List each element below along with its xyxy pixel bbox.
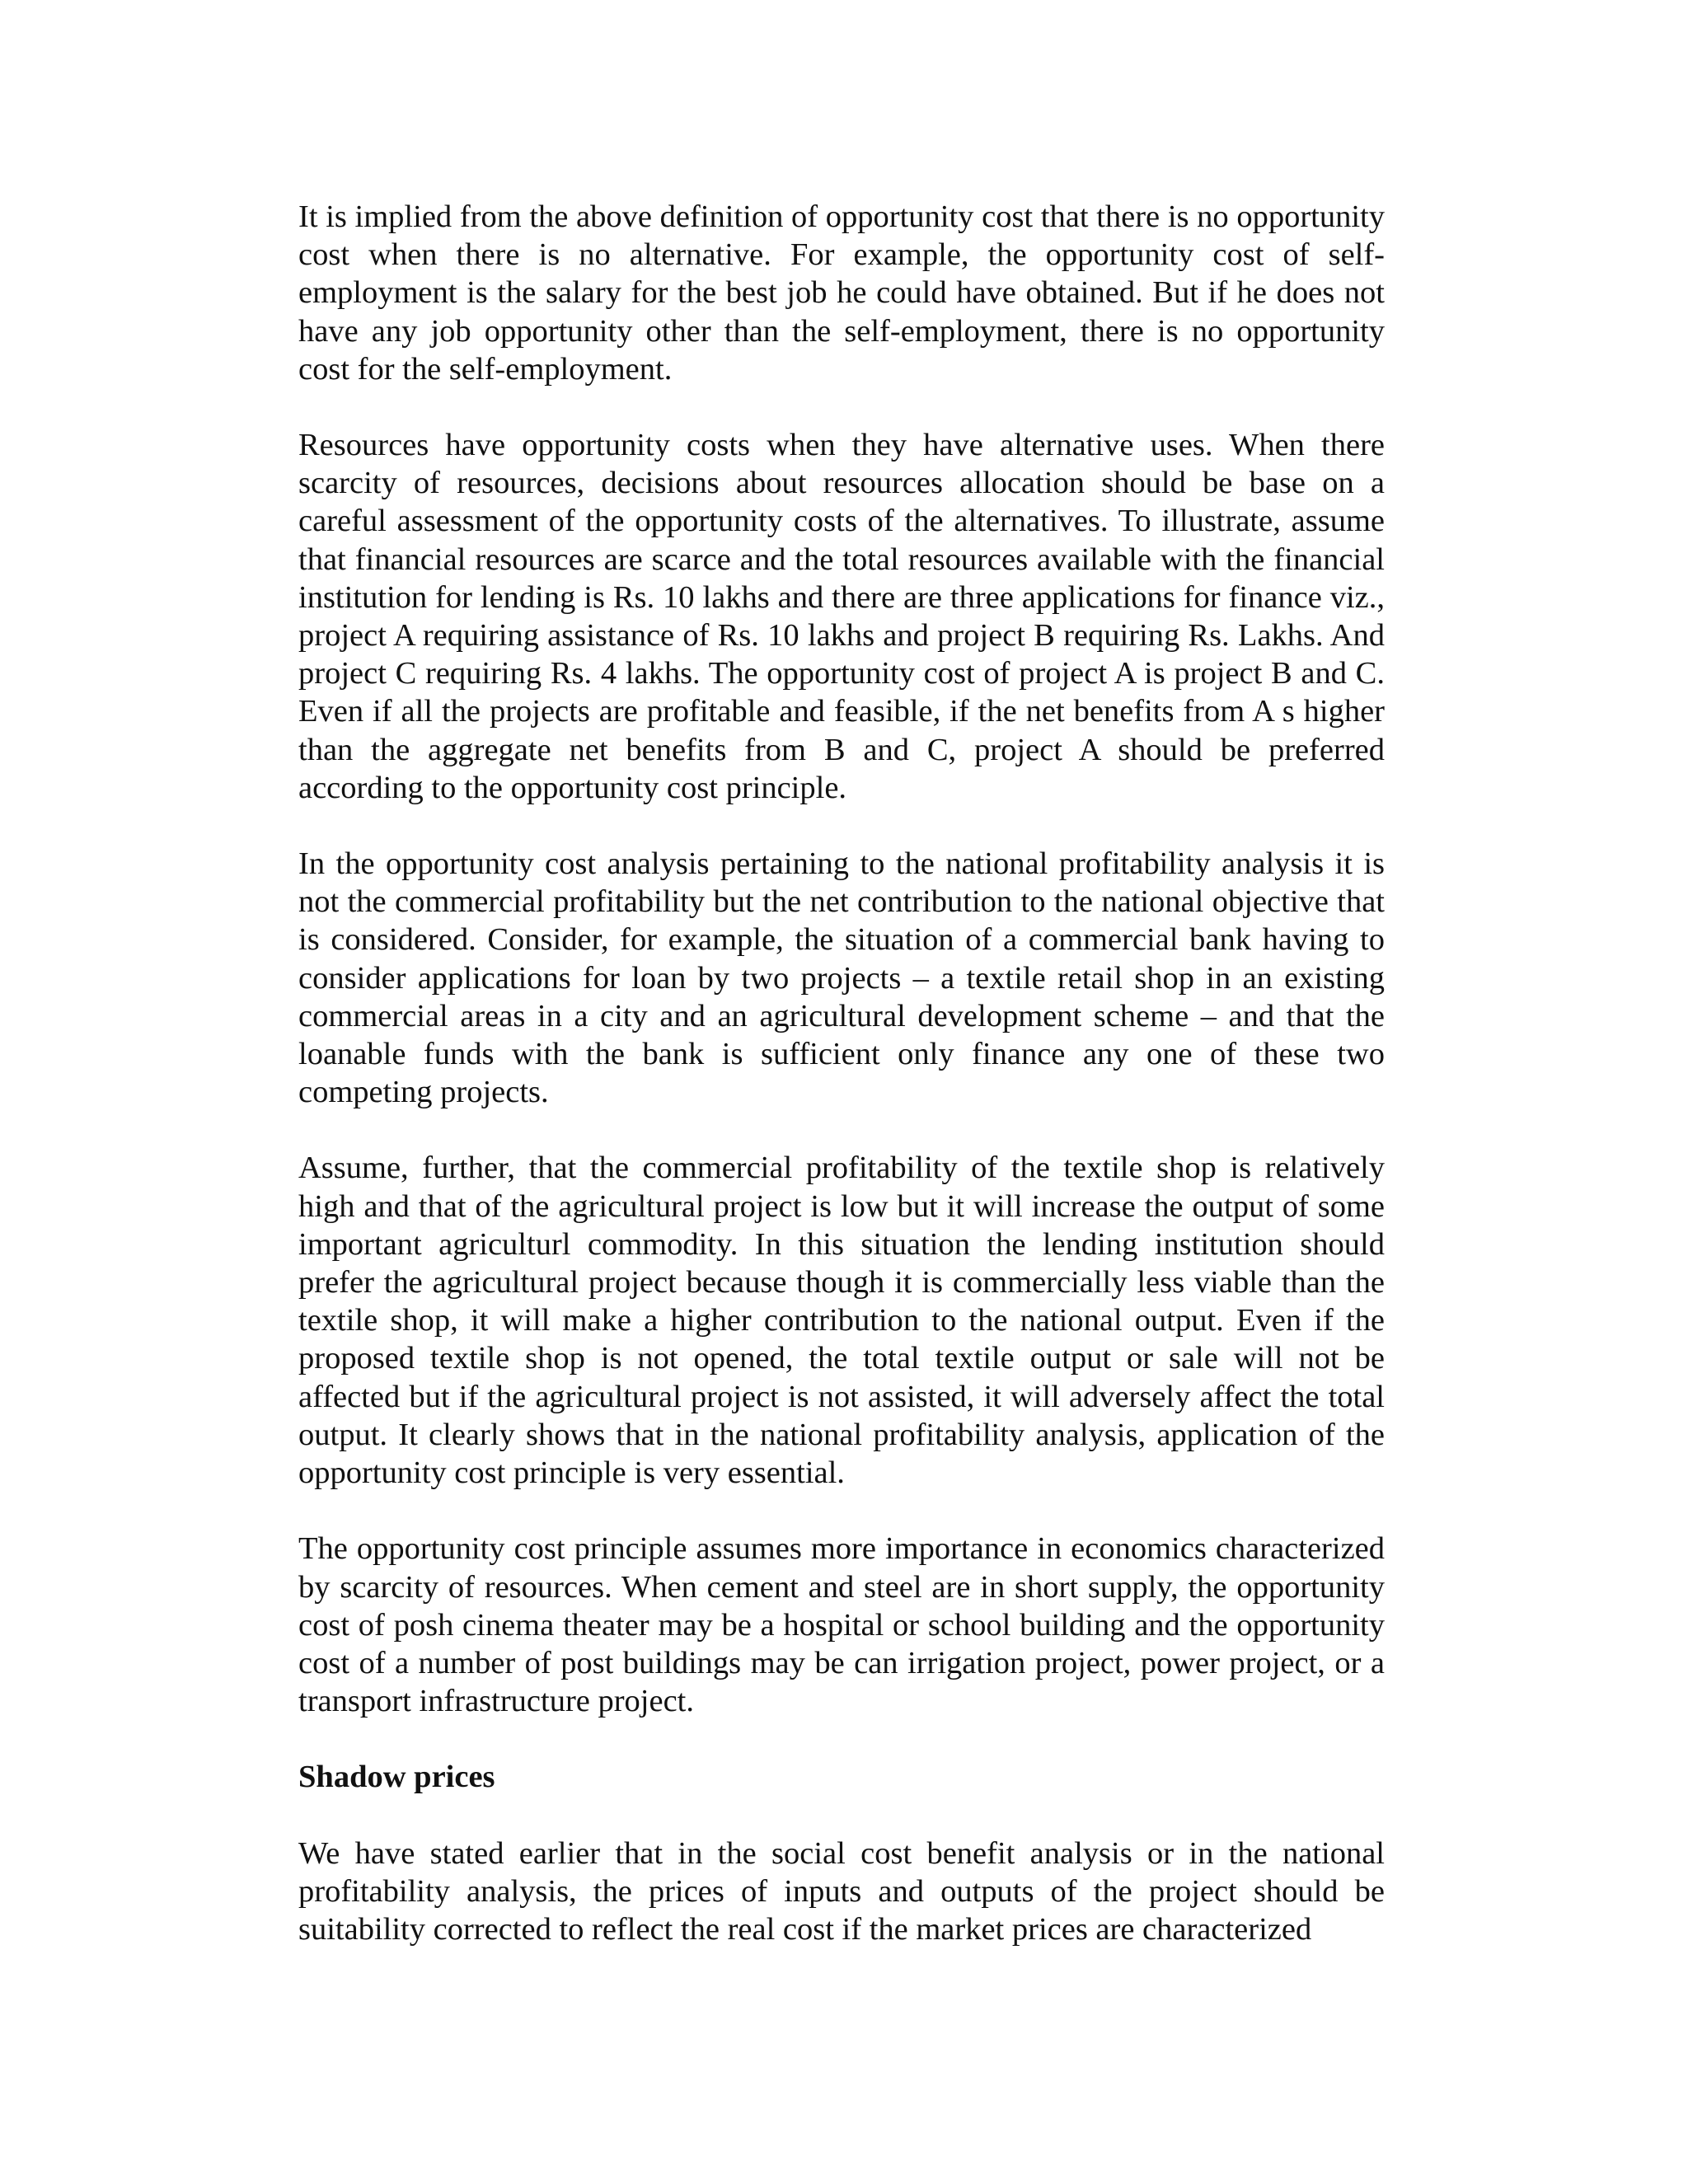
paragraph-national-profitability-analysis: In the opportunity cost analysis pertaining to the national profitability analysis it is not the commercial profitability but the net contribution to the national objective that is considered. Consider, for example, the situation of a commercial bank having to consider applications for loan by two projects – a textile retail shop in an existing commercial areas in a city and an agricultural development scheme – and that the loanable funds with the bank is sufficient only finance any one of these two competing projects.	[298, 846, 1385, 1110]
paragraph-scarcity-of-resources: The opportunity cost principle assumes more importance in economics characterized by scarcity of resources. When cement and steel are in short supply, the opportunity cost of posh cinema theater may be a hospital or school building and the opportunity cost of a number of post buildings may be can irrigation project, power project, or a transport infrastructure project.	[298, 1531, 1385, 1719]
paragraph-opportunity-cost-no-alternative: It is implied from the above definition of opportunity cost that there is no opportunity cost when there is no alternative. For example, the opportunity cost of self-employment is the salary for the best job he could have obtained. But if he does not have any job opportunity other than the self-employment, there is no opportunity cost for the self-employment.	[298, 199, 1385, 387]
paragraph-commercial-profitability-textile: Assume, further, that the commercial profitability of the textile shop is relatively high and that of the agricultural project is low but it will increase the output of some important agriculturl commodity. In this situation the lending institution should prefer the agricultural project because though it is commercially less viable than the textile shop, it will make a higher contribution to the national output. Even if the proposed textile shop is not opened, the total textile output or sale will not be affected but if the agricultural project is not assisted, it will adversely affect the total output. It clearly shows that in the national profitability analysis, application of the opportunity cost principle is very essential.	[298, 1151, 1385, 1491]
document-body	[298, 198, 1385, 1986]
section-heading-shadow-prices: Shadow prices	[298, 1760, 495, 1795]
paragraph-shadow-prices-intro: We have stated earlier that in the social cost benefit analysis or in the national profitability analysis, the prices of inputs and outputs of the project should be suitability corrected to reflect the real cost if the market prices are characterized	[298, 1835, 1385, 1947]
paragraph-resources-alternative-uses: Resources have opportunity costs when they have alternative uses. When there scarcity of resources, decisions about resources allocation should be base on a careful assessment of the opportunity costs of the alternatives. To illustrate, assume that financial resources are scarce and the total resources available with the financial institution for lending is Rs. 10 lakhs and there are three applications for finance viz., project A requiring assistance of Rs. 10 lakhs and project B requiring Rs. Lakhs. And project C requiring Rs. 4 lakhs. The opportunity cost of project A is project B and C. Even if all the projects are profitable and feasible, if the net benefits from A s higher than the aggregate net benefits from B and C, project A should be preferred according to the opportunity cost principle.	[298, 428, 1385, 805]
